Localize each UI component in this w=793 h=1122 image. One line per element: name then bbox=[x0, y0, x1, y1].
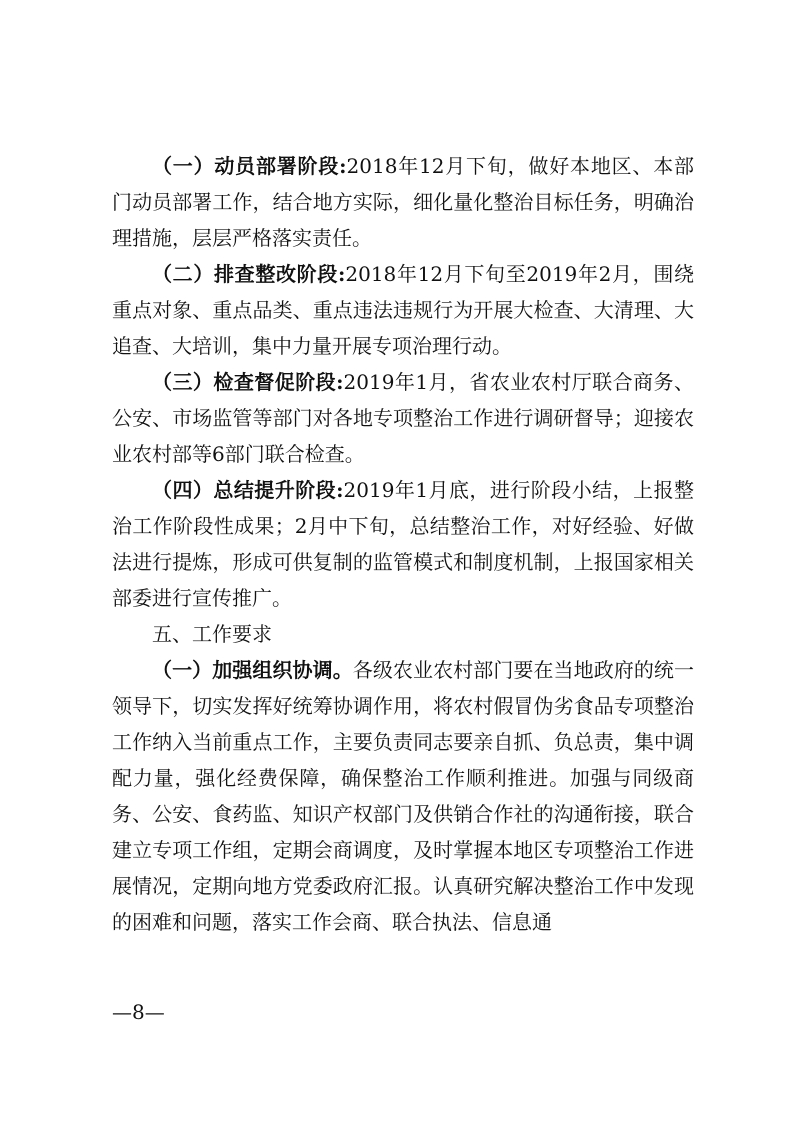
stage-2-text: 2018年12月下旬至2019年2月，围绕重点对象、重点品类、重点违法违规行为开展大检查、大清理、大追查、大培训，集中力量开展专项治理行动。 bbox=[112, 262, 694, 358]
stage-paragraph-1 bbox=[112, 148, 694, 256]
stage-paragraph-3 bbox=[112, 364, 694, 472]
stage-3-text: 2019年1月，省农业农村厅联合商务、公安、市场监管等部门对各地专项整治工作进行调研督导；迎接农业农村部等6部门联合检查。 bbox=[112, 370, 695, 466]
requirement-paragraph-1 bbox=[112, 652, 694, 940]
stage-1-text: 2018年12月下旬，做好本地区、本部门动员部署工作，结合地方实际，细化量化整治目标任务，明确治理措施，层层严格落实责任。 bbox=[112, 154, 694, 250]
stage-2-lead: （二）排查整改阶段: bbox=[152, 262, 346, 286]
requirement-1-text: 各级农业农村部门要在当地政府的统一领导下，切实发挥好统筹协调作用，将农村假冒伪劣食品专项整治工作纳入当前重点工作，主要负责同志要亲自抓、负总责，集中调配力量，强化经费保障，确保整治工作顺利推进。加强与同级商务、公安、食药监、知识产权部门及供销合作社的沟通衔接，联合建立专项工作组，定期会商调度，及时掌握本地区专项整治工作进展情况，定期向地方党委政府汇报。认真研究解决整治工作中发现的困难和问题，落实工作会商、联合执法、信息通 bbox=[112, 658, 695, 934]
stage-1-lead: （一）动员部署阶段: bbox=[152, 154, 347, 178]
stage-3-lead: （三）检查督促阶段: bbox=[152, 370, 344, 394]
document-body bbox=[112, 148, 694, 940]
stage-paragraph-2 bbox=[112, 256, 694, 364]
stage-4-text: 2019年1月底，进行阶段小结，上报整治工作阶段性成果；2月中下旬，总结整治工作，对好经验、好做法进行提炼，形成可供复制的监管模式和制度机制，上报国家相关部委进行宣传推广。 bbox=[112, 478, 695, 610]
page-number: —8— bbox=[112, 1000, 165, 1024]
requirement-1-lead: （一）加强组织协调。 bbox=[152, 658, 353, 682]
stage-4-lead: （四）总结提升阶段: bbox=[152, 478, 344, 502]
stage-paragraph-4 bbox=[112, 472, 694, 616]
section-heading: 五、工作要求 bbox=[152, 622, 272, 646]
